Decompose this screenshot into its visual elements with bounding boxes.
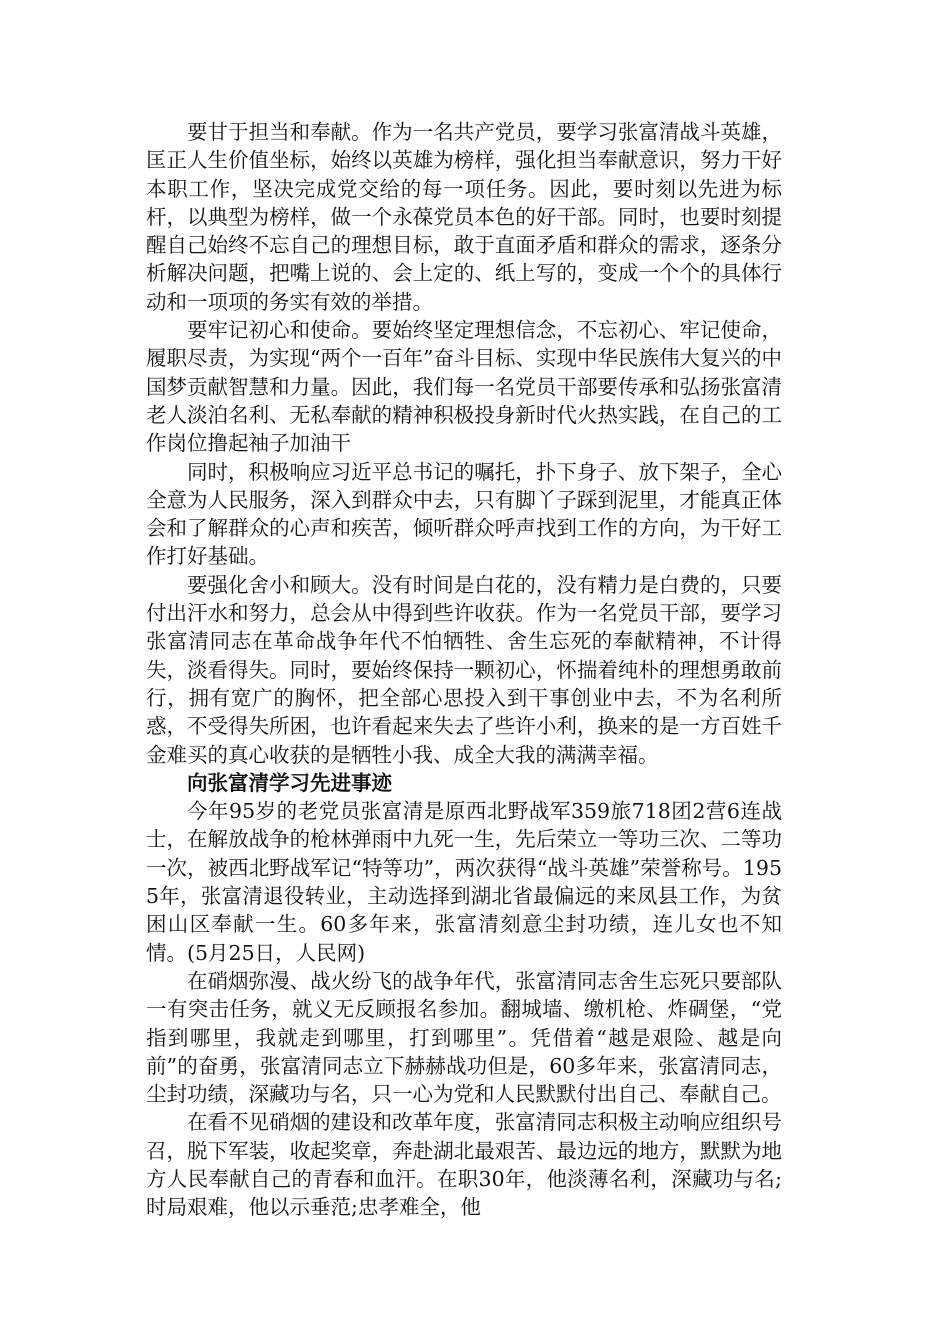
section-heading: 向张富清学习先进事迹 bbox=[187, 770, 392, 795]
paragraph-biography: 今年95岁的老党员张富清是原西北野战军359旅718团2营6连战士，在解放战争的枪林弹雨中九死一生，先后荣立一等功三次、二等功一次，被西北野战军记“特等功”，两次获得“战斗英雄”荣誉称号。1955年，张富清退役转业，主动选择到湖北省最偏远的来凤县工作，为贫困山区奉献一生。60多年来，张富清刻意尘封功绩，连儿女也不知情。(5月25日，人民网) bbox=[146, 799, 782, 965]
paragraph-original-aspiration: 要牢记初心和使命。要始终坚定理想信念，不忘初心、牢记使命，履职尽责，为实现“两个一百年”奋斗目标、实现中华民族伟大复兴的中国梦贡献智慧和力量。因此，我们每一名党员干部要传承和弘扬张富清老人淡泊名利、无私奉献的精神积极投身新时代火热实践，在自己的工作岗位撸起袖子加油干 bbox=[146, 318, 782, 456]
paragraph-sacrifice-small-self: 要强化舍小和顾大。没有时间是白花的，没有精力是白费的，只要付出汗水和努力，总会从中得到些许收获。作为一名党员干部，要学习张富清同志在革命战争年代不怕牺牲、舍生忘死的奉献精神，不计得失，淡看得失。同时，要始终保持一颗初心，怀揣着纯朴的理想勇敢前行，拥有宽广的胸怀，把全部心思投入到干事创业中去，不为名利所惑，不受得失所困，也许看起来失去了些许小利，换来的是一方百姓千金难买的真心收获的是牺牲小我、成全大我的满满幸福。 bbox=[146, 572, 782, 767]
paragraph-war-years: 在硝烟弥漫、战火纷飞的战争年代，张富清同志舍生忘死只要部队一有突击任务，就义无反顾报名参加。翻城墙、缴机枪、炸碉堡，“党指到哪里，我就走到哪里，打到哪里”。凭借着“越是艰险、越是向前”的奋勇，张富清同志立下赫赫战功但是，60多年来，张富清同志，尘封功绩，深藏功与名，只一心为党和人民默默付出自己、奉献自己。 bbox=[146, 968, 782, 1107]
paragraph-serve-people: 同时，积极响应习近平总书记的嘱托，扑下身子、放下架子，全心全意为人民服务，深入到群众中去，只有脚丫子踩到泥里，才能真正体会和了解群众的心声和疾苦，倾听群众呼声找到工作的方向，为干好工作打好基础。 bbox=[146, 459, 782, 569]
document-page bbox=[146, 118, 782, 1222]
paragraph-take-responsibility: 要甘于担当和奉献。作为一名共产党员，要学习张富清战斗英雄，匡正人生价值坐标，始终以英雄为榜样，强化担当奉献意识，努力干好本职工作，坚决完成党交给的每一项任务。因此，要时刻以先进为标杆，以典型为榜样，做一个永葆党员本色的好干部。同时，也要时刻提醒自己始终不忘自己的理想目标，敢于直面矛盾和群众的需求，逐条分析解决问题，把嘴上说的、会上定的、纸上写的，变成一个个的具体行动和一项项的务实有效的举措。 bbox=[146, 120, 782, 314]
paragraph-reform-years: 在看不见硝烟的建设和改革年度，张富清同志积极主动响应组织号召，脱下军装，收起奖章，奔赴湖北最艰苦、最边远的地方，默默为地方人民奉献自己的青春和血汗。在职30年，他淡薄名利，深藏功与名;时局艰难，他以示垂范;忠孝难全，他 bbox=[146, 1110, 782, 1220]
